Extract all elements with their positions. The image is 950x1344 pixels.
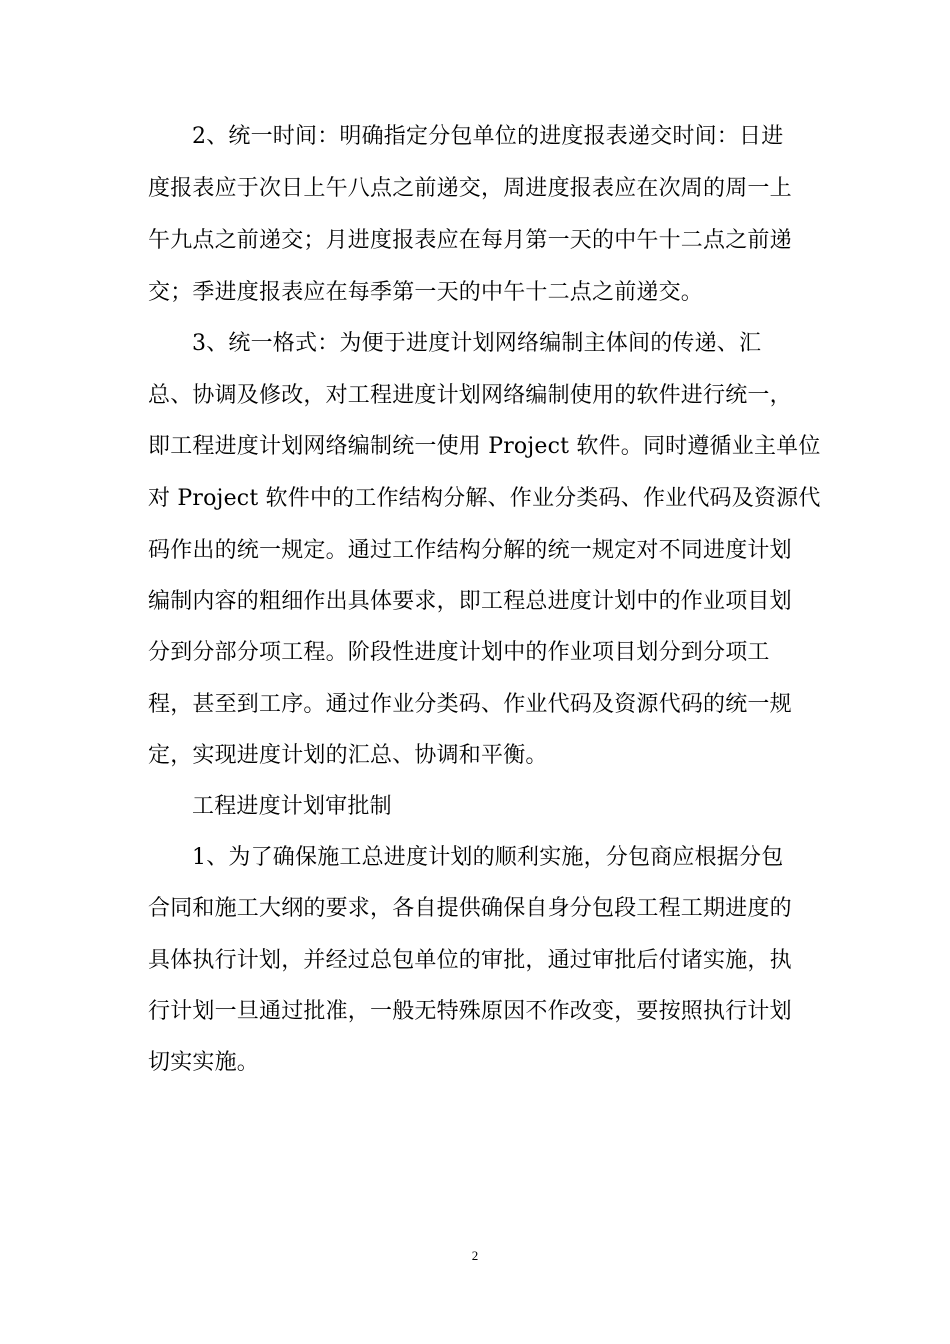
paragraph-line: 切实实施。	[148, 1050, 260, 1075]
paragraph-line: 码作出的统一规定。通过工作结构分解的统一规定对不同进度计划	[148, 538, 792, 563]
paragraph-line: 总、协调及修改，对工程进度计划网络编制使用的软件进行统一，	[148, 383, 792, 408]
paragraph-line: 度报表应于次日上午八点之前递交，周进度报表应在次周的周一上	[148, 176, 792, 201]
paragraph-line: 具体执行计划，并经过总包单位的审批，通过审批后付诸实施，执	[148, 948, 792, 973]
paragraph-line: 合同和施工大纲的要求，各自提供确保自身分包段工程工期进度的	[148, 896, 792, 921]
paragraph-line: 定，实现进度计划的汇总、协调和平衡。	[148, 743, 548, 768]
paragraph-line: 2、统一时间：明确指定分包单位的进度报表递交时间：日进	[192, 124, 784, 149]
paragraph-line: 分到分部分项工程。阶段性进度计划中的作业项目划分到分项工	[148, 640, 770, 665]
paragraph-line: 程，甚至到工序。通过作业分类码、作业代码及资源代码的统一规	[148, 692, 792, 717]
paragraph-line: 即工程进度计划网络编制统一使用 Project 软件。同时遵循业主单位	[148, 434, 821, 459]
paragraph-line: 午九点之前递交；月进度报表应在每月第一天的中午十二点之前递	[148, 228, 792, 253]
paragraph-line: 1、为了确保施工总进度计划的顺利实施，分包商应根据分包	[192, 845, 784, 870]
page-number: 2	[471, 1248, 479, 1263]
section-heading: 工程进度计划审批制	[192, 794, 392, 819]
paragraph-line: 行计划一旦通过批准，一般无特殊原因不作改变，要按照执行计划	[148, 999, 792, 1024]
paragraph-line: 编制内容的粗细作出具体要求，即工程总进度计划中的作业项目划	[148, 589, 792, 614]
paragraph-line: 对 Project 软件中的工作结构分解、作业分类码、作业代码及资源代	[148, 486, 821, 511]
paragraph-line: 交；季进度报表应在每季第一天的中午十二点之前递交。	[148, 280, 704, 305]
paragraph-line: 3、统一格式：为便于进度计划网络编制主体间的传递、汇	[192, 331, 762, 356]
